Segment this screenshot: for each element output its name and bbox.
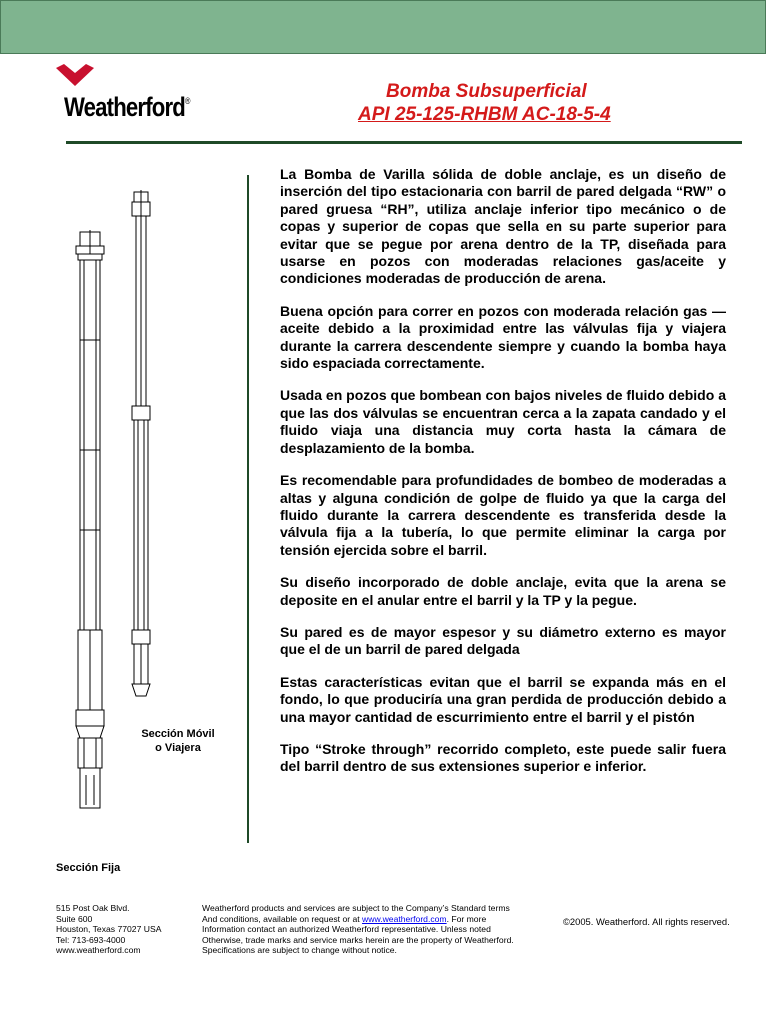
document-subtitle: API 25-125-RHBM AC-18-5-4 (358, 104, 611, 125)
caption-moving-section (130, 727, 226, 755)
terms-line: Otherwise, trade marks and service marks herein are the property of Weatherford. (202, 934, 514, 945)
paragraph: Tipo “Stroke through” recorrido completo, este puede salir fuera del barril dentro de sus extensiones superior e inferior. (280, 740, 726, 775)
address-line: Tel: 713-693-4000 (56, 934, 126, 945)
paragraph: Su pared es de mayor espesor y su diámetro externo es mayor que el de un barril de pared delgada (280, 623, 726, 658)
paragraph: Usada en pozos que bombean con bajos niveles de fluido debido a que las dos válvulas se encuentran cerca a la zapata candado y el fluido viaja una distancia muy corta hasta la cámara de desplazamiento de la bomba. (280, 387, 726, 456)
paragraph: Su diseño incorporado de doble anclaje, evita que la arena se deposite en el anular entre el barril y la TP y la pegue. (280, 574, 726, 608)
terms-line: And conditions, available on request or at www.weatherford.com. For more (202, 913, 487, 924)
address-line: www.weatherford.com (56, 945, 141, 956)
paragraph: Estas características evitan que el barril se expanda más en el fondo, lo que produciría una gran perdida de producción debido a una mayor cantidad de escurrimiento entre el barril y el pistón (280, 673, 726, 725)
weatherford-chevron-logo-icon (56, 64, 94, 90)
top-banner (0, 0, 766, 54)
description-body (280, 166, 726, 791)
address-line: Houston, Texas 77027 USA (56, 924, 162, 935)
footer-terms (202, 903, 532, 956)
copyright-notice: ©2005. Weatherford. All rights reserved. (563, 916, 730, 927)
address-line: 515 Post Oak Blvd. (56, 903, 130, 913)
caption-line: Sección Móvil (141, 728, 215, 740)
caption-fixed-section: Sección Fija (56, 862, 121, 874)
caption-line: o Viajera (155, 742, 201, 754)
document-title: Bomba Subsuperficial (386, 81, 587, 102)
header-divider (66, 141, 742, 144)
paragraph: Buena opción para correr en pozos con moderada relación gas — aceite debido a la proximidad entre las válvulas fija y viajera durante la carrera descendente siempre y cuando la bomba haya sido espaciada correctamente. (280, 302, 726, 372)
website-link[interactable]: www.weatherford.com (362, 913, 447, 924)
paragraph: La Bomba de Varilla sólida de doble anclaje, es un diseño de inserción del tipo estacionaria con barril de pared delgada “RW” o pared gruesa “RH”, utiliza anclaje inferior tipo mecánico o de copas y superior de copas que sella en su parte superior para evitar que se pegue por arena dentro de la TP, diseñada para usarse en pozos con moderadas relaciones gas/aceite y condiciones moderadas de producción de arena. (280, 166, 726, 287)
brand-logo-text: Weatherford® (64, 92, 190, 122)
paragraph: Es recomendable para profundidades de bombeo de moderadas a altas y alguna condición de golpe de fluido ya que la carga del fluido durante la carrera descendente es transferida desde la válvula fija a la tubería, lo que permite eliminar la carga por tensión ejercida sobre el barril. (280, 472, 726, 558)
address-line: Suite 600 (56, 913, 93, 924)
terms-line: Information contact an authorized Weatherford representative. Unless noted (202, 924, 491, 935)
column-divider (247, 175, 249, 843)
footer-address (56, 903, 186, 956)
terms-line: Specifications are subject to change without notice. (202, 945, 397, 956)
terms-line: Weatherford products and services are subject to the Company’s Standard terms (202, 903, 510, 913)
